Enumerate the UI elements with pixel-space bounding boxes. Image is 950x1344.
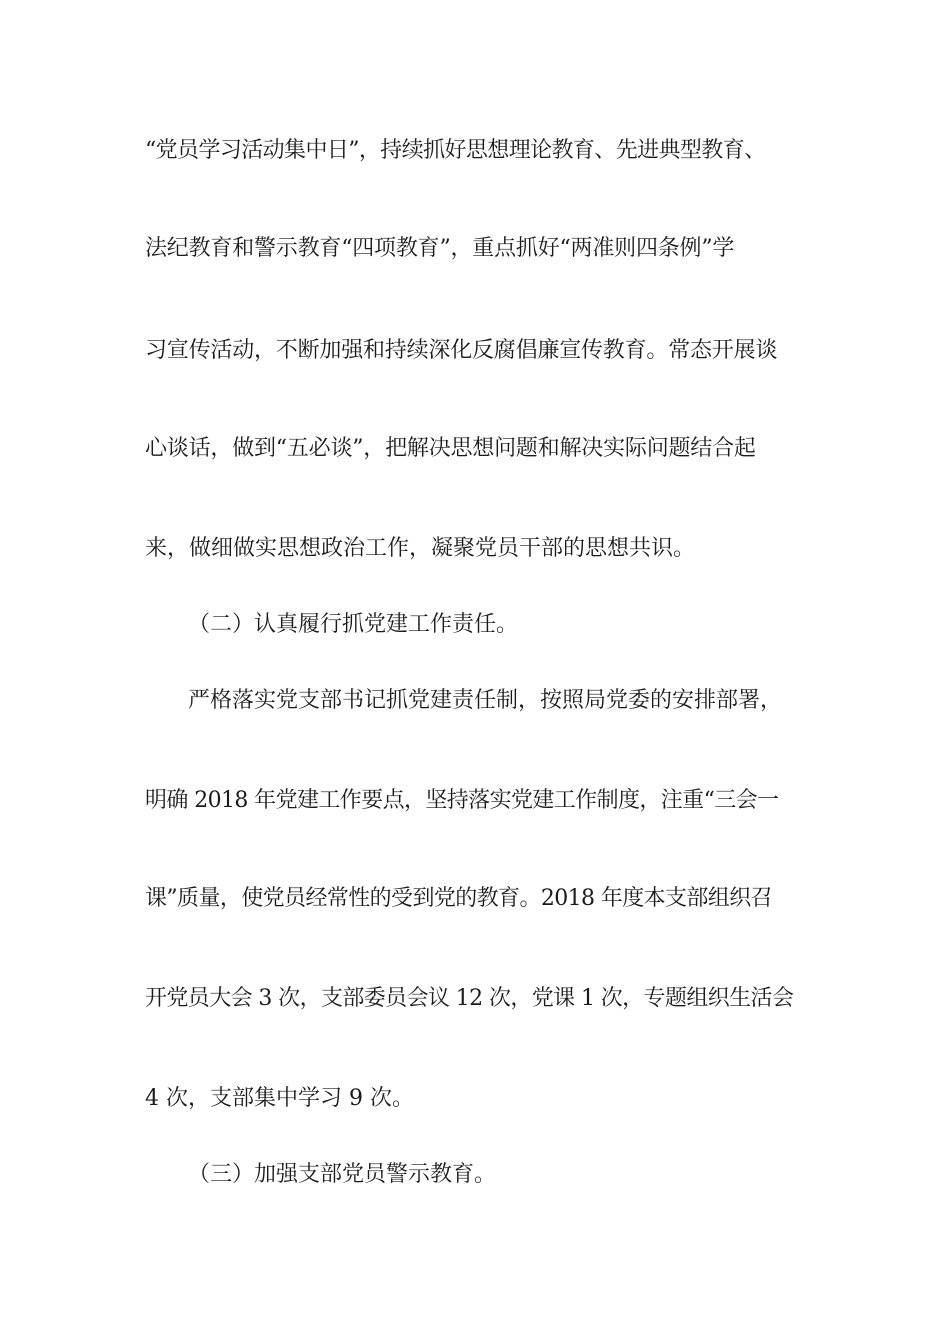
paragraph-line-1: “党员学习活动集中日”，持续抓好思想理论教育、先进典型教育、	[145, 138, 766, 163]
paragraph-line-5: 来，做细做实思想政治工作，凝聚党员干部的思想共识。	[145, 536, 696, 561]
section-heading-2: （二）认真履行抓党建工作责任。	[188, 612, 519, 637]
paragraph-line-8: 课”质量，使党员经常性的受到党的教育。2018 年度本支部组织召	[145, 886, 773, 911]
section-heading-3: （三）加强支部党员警示教育。	[188, 1162, 497, 1187]
paragraph-line-7: 明确 2018 年党建工作要点，坚持落实党建工作制度，注重“三会一	[145, 788, 779, 813]
paragraph-line-4: 心谈话，做到“五必谈”，把解决思想问题和解决实际问题结合起	[145, 436, 756, 461]
paragraph-line-3: 习宣传活动，不断加强和持续深化反腐倡廉宣传教育。常态开展谈	[145, 338, 778, 363]
paragraph-line-9: 开党员大会 3 次，支部委员会议 12 次，党课 1 次，专题组织生活会	[145, 986, 794, 1011]
paragraph-line-2: 法纪教育和警示教育“四项教育”，重点抓好“两准则四条例”学	[145, 236, 735, 261]
paragraph-line-10: 4 次，支部集中学习 9 次。	[145, 1086, 414, 1111]
paragraph-line-6: 严格落实党支部书记抓党建责任制，按照局党委的安排部署，	[188, 688, 783, 713]
